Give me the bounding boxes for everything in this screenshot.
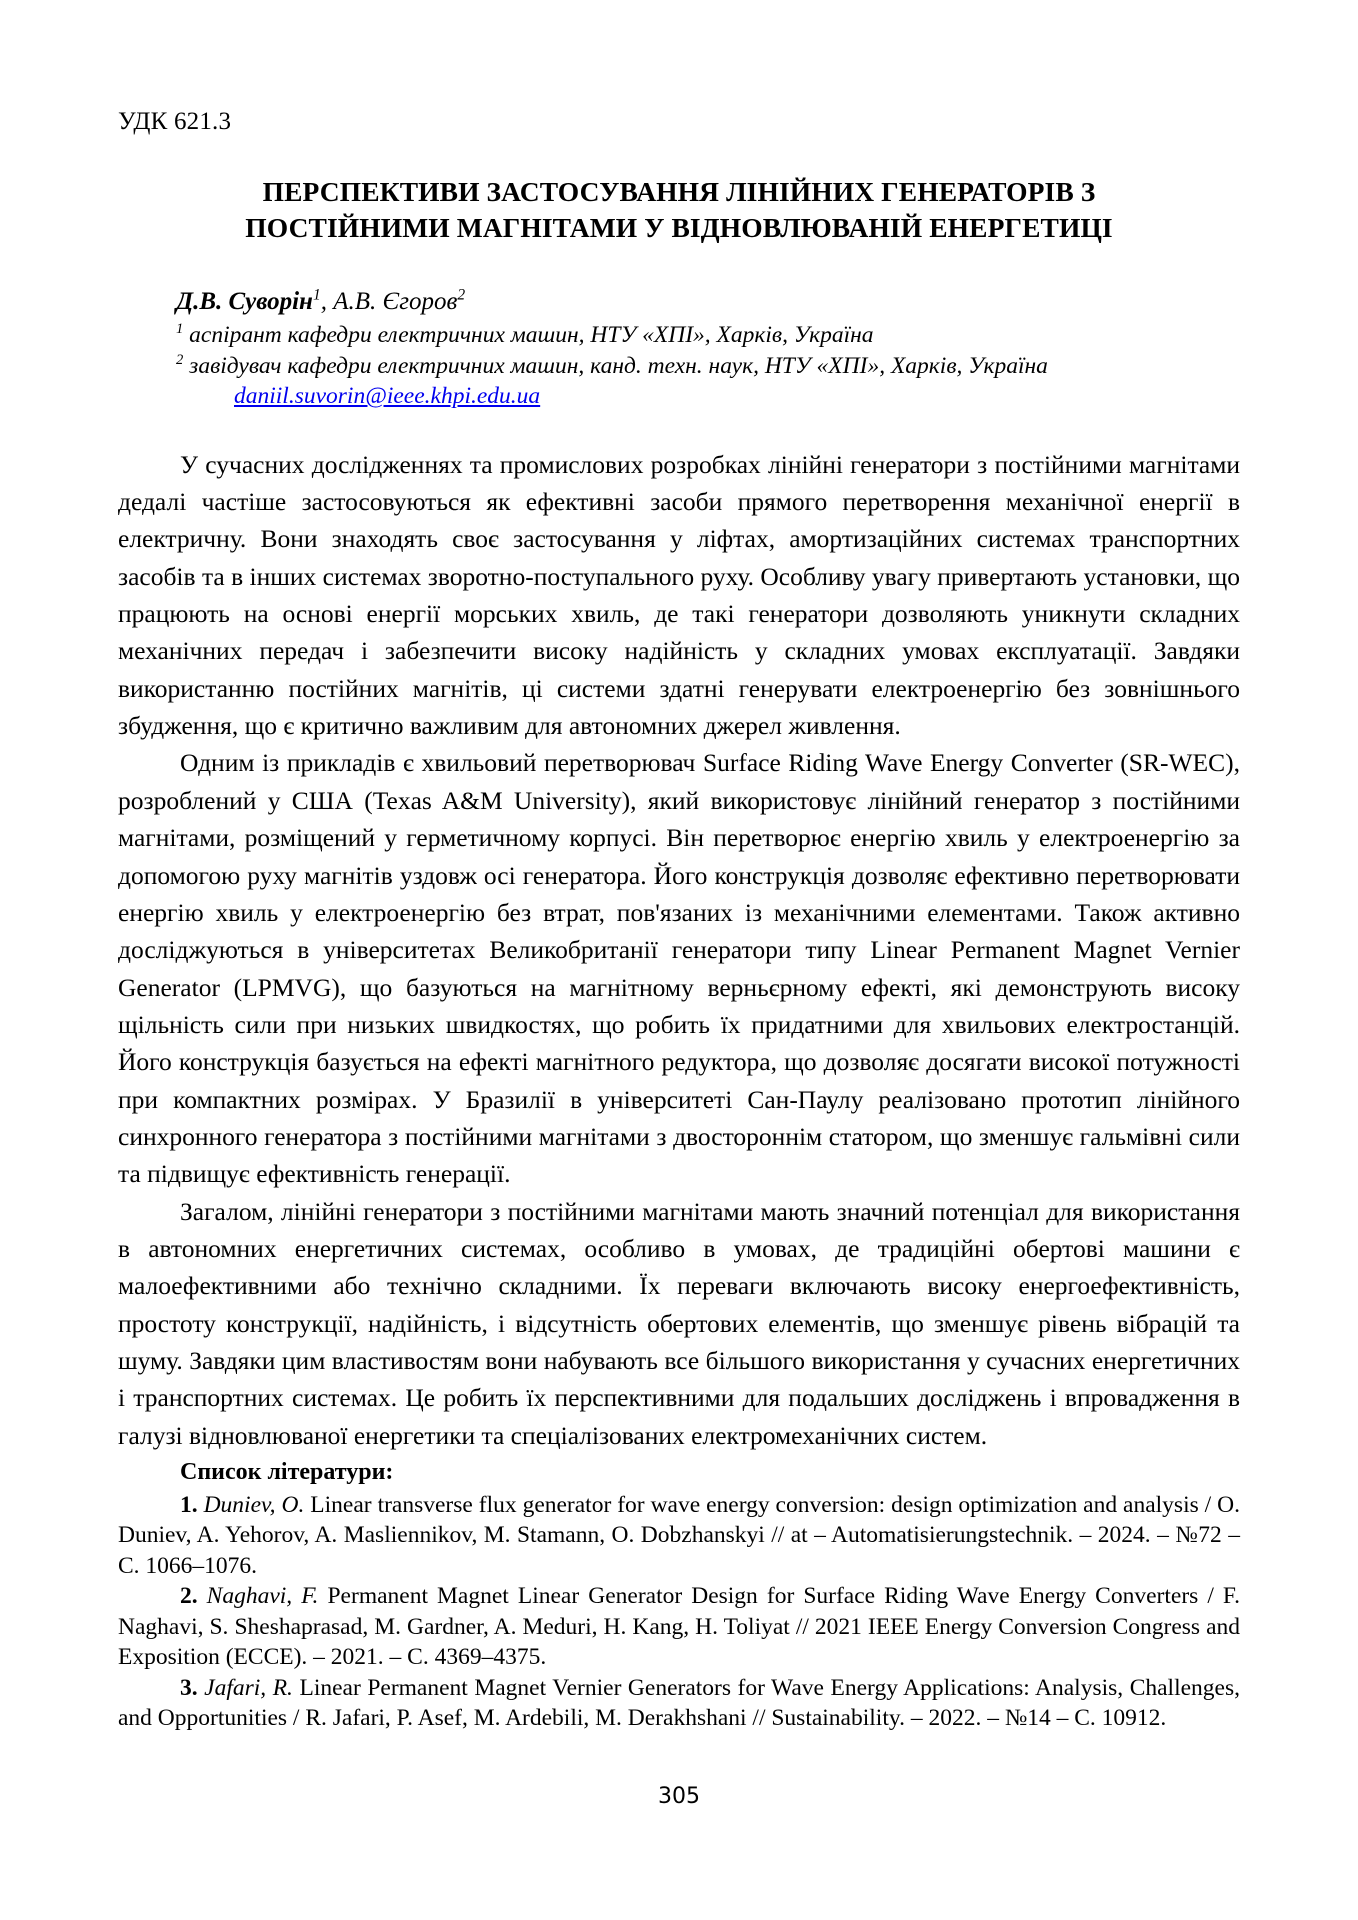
author-list [176, 286, 1240, 318]
reference-1-author: Duniev, O. [197, 1491, 305, 1518]
affiliation-2 [176, 351, 1240, 382]
reference-1-number: 1. [180, 1491, 198, 1518]
page-title [136, 174, 1222, 247]
title-line-2: ПОСТІЙНИМИ МАГНІТАМИ У ВІДНОВЛЮВАНІЙ ЕНЕРГЕТИЦІ [245, 211, 1113, 243]
body-paragraph-3: Загалом, лінійні генератори з постійними магнітами мають значний потенціал для використання в автономних енергетичних системах, особливо в умовах, де традиційні обертові машини є малоефективними або технічно складними. Їх переваги включають високу енергоефективність, простоту конструкції, надійність, і відсутність обертових елементів, що зменшує рівень вібрацій та шуму. Завдяки цим властивостям вони набувають все більшого використання у сучасних енергетичних і транспортних системах. Це робить їх перспективними для подальших досліджень і впровадження в галузі відновлюваної енергетики та спеціалізованих електромеханічних систем. [118, 1196, 1240, 1450]
reference-item-1 [118, 1490, 1240, 1582]
author-secondary: А.В. Єгоров [333, 288, 458, 316]
author-primary: Д.В. Суворін [176, 288, 313, 316]
reference-3-number: 3. [180, 1674, 198, 1701]
affiliation-2-marker: 2 [176, 351, 184, 368]
reference-3-author: Jafari, R. [197, 1674, 293, 1701]
reference-2-author: Naghavi, F. [197, 1583, 319, 1610]
reference-item-2 [118, 1581, 1240, 1673]
reference-2-number: 2. [180, 1583, 198, 1610]
title-line-1: ПЕРСПЕКТИВИ ЗАСТОСУВАННЯ ЛІНІЙНИХ ГЕНЕРАТОРІВ З [262, 175, 1096, 207]
body-paragraph-2: Одним із прикладів є хвильовий перетворювач Surface Riding Wave Energy Converter (SR-WEC), розроблений у США (Texas A&M University), який використовує лінійний генератор з постійними магнітами, розміщений у герметичному корпусі. Він перетворює енергію хвиль у електроенергію за допомогою руху магнітів уздовж осі генератора. Його конструкція дозволяє ефективно перетворювати енергію хвиль у електроенергію без втрат, пов'язаних із механічними елементами. Також активно досліджуються в університетах Великобританії генератори типу Linear Permanent Magnet Vernier Generator (LPMVG), що базуються на магнітному верньєрному ефекті, які демонструють високу щільність сили при низьких швидкостях, що робить їх придатними для хвильових електростанцій. Його конструкція базується на ефекті магнітного редуктора, що дозволяє досягати високої потужності при компактних розмірах. У Бразилії в університеті Сан-Паулу реалізовано прототип лінійного синхронного генератора з постійними магнітами з двостороннім статором, що зменшує гальмівні сили та підвищує ефективність генерації. [118, 748, 1240, 1189]
reference-2-text: Permanent Magnet Linear Generator Design for Surface Riding Wave Energy Converters / F. Naghavi, S. Sheshaprasad, M. Gardner, A. Meduri, H. Kang, H. Toliyat // 2021 IEEE Energy Conversion Congress and Exposition (ECCE). – 2021. – С. 4369–4375. [118, 1583, 1240, 1671]
reference-item-3 [118, 1673, 1240, 1734]
affiliation-2-text: завідувач кафедри електричних машин, канд. техн. наук, НТУ «ХПІ», Харків, Україна [183, 352, 1048, 379]
references-heading: Список літератури: [180, 1459, 394, 1486]
article-body [118, 446, 1240, 1454]
affiliation-1-text: аспірант кафедри електричних машин, НТУ «ХПІ», Харків, Україна [183, 322, 874, 349]
references-list [118, 1490, 1240, 1734]
affiliation-1-marker: 1 [176, 321, 184, 338]
author-separator: , [320, 288, 334, 316]
body-paragraph-1: У сучасних дослідженнях та промислових розробках лінійні генератори з постійними магнітами дедалі частіше застосовуються як ефективні засоби прямого перетворення механічної енергії в електричну. Вони знаходять своє застосування у ліфтах, амортизаційних системах транспортних засобів та в інших системах зворотно-поступального руху. Особливу увагу привертають установки, що працюють на основі енергії морських хвиль, де такі генератори дозволяють уникнути складних механічних передач і забезпечити високу надійність у складних умовах експлуатації. Завдяки використанню постійних магнітів, ці системи здатні генерувати електроенергію без зовнішнього збудження, що є критично важливим для автономних джерел живлення. [118, 449, 1240, 741]
email-line [176, 381, 1240, 412]
reference-1-text: Linear transverse flux generator for wave energy conversion: design optimization and analysis / O. Duniev, A. Yehorov, A. Masliennikov, M. Stamann, O. Dobzhanskyi // at – Automatisierungstechnik. – 2024. – №72 – С. 1066–1076. [118, 1491, 1241, 1579]
author-email-link[interactable]: daniil.suvorin@ieee.khpi.edu.ua [234, 383, 541, 410]
udk-code: УДК 621.3 [118, 108, 232, 135]
author-secondary-marker: 2 [457, 286, 466, 304]
author-primary-marker: 1 [312, 286, 321, 304]
reference-3-text: Linear Permanent Magnet Vernier Generators for Wave Energy Applications: Analysis, Challenges, and Opportunities / R. Jafari, P. Asef, M. Ardebili, M. Derakhshani // Sustainability. – 2022. – №14 – С. 10912. [118, 1674, 1240, 1732]
affiliation-1 [176, 320, 1240, 351]
page-number: 305 [658, 1784, 700, 1809]
